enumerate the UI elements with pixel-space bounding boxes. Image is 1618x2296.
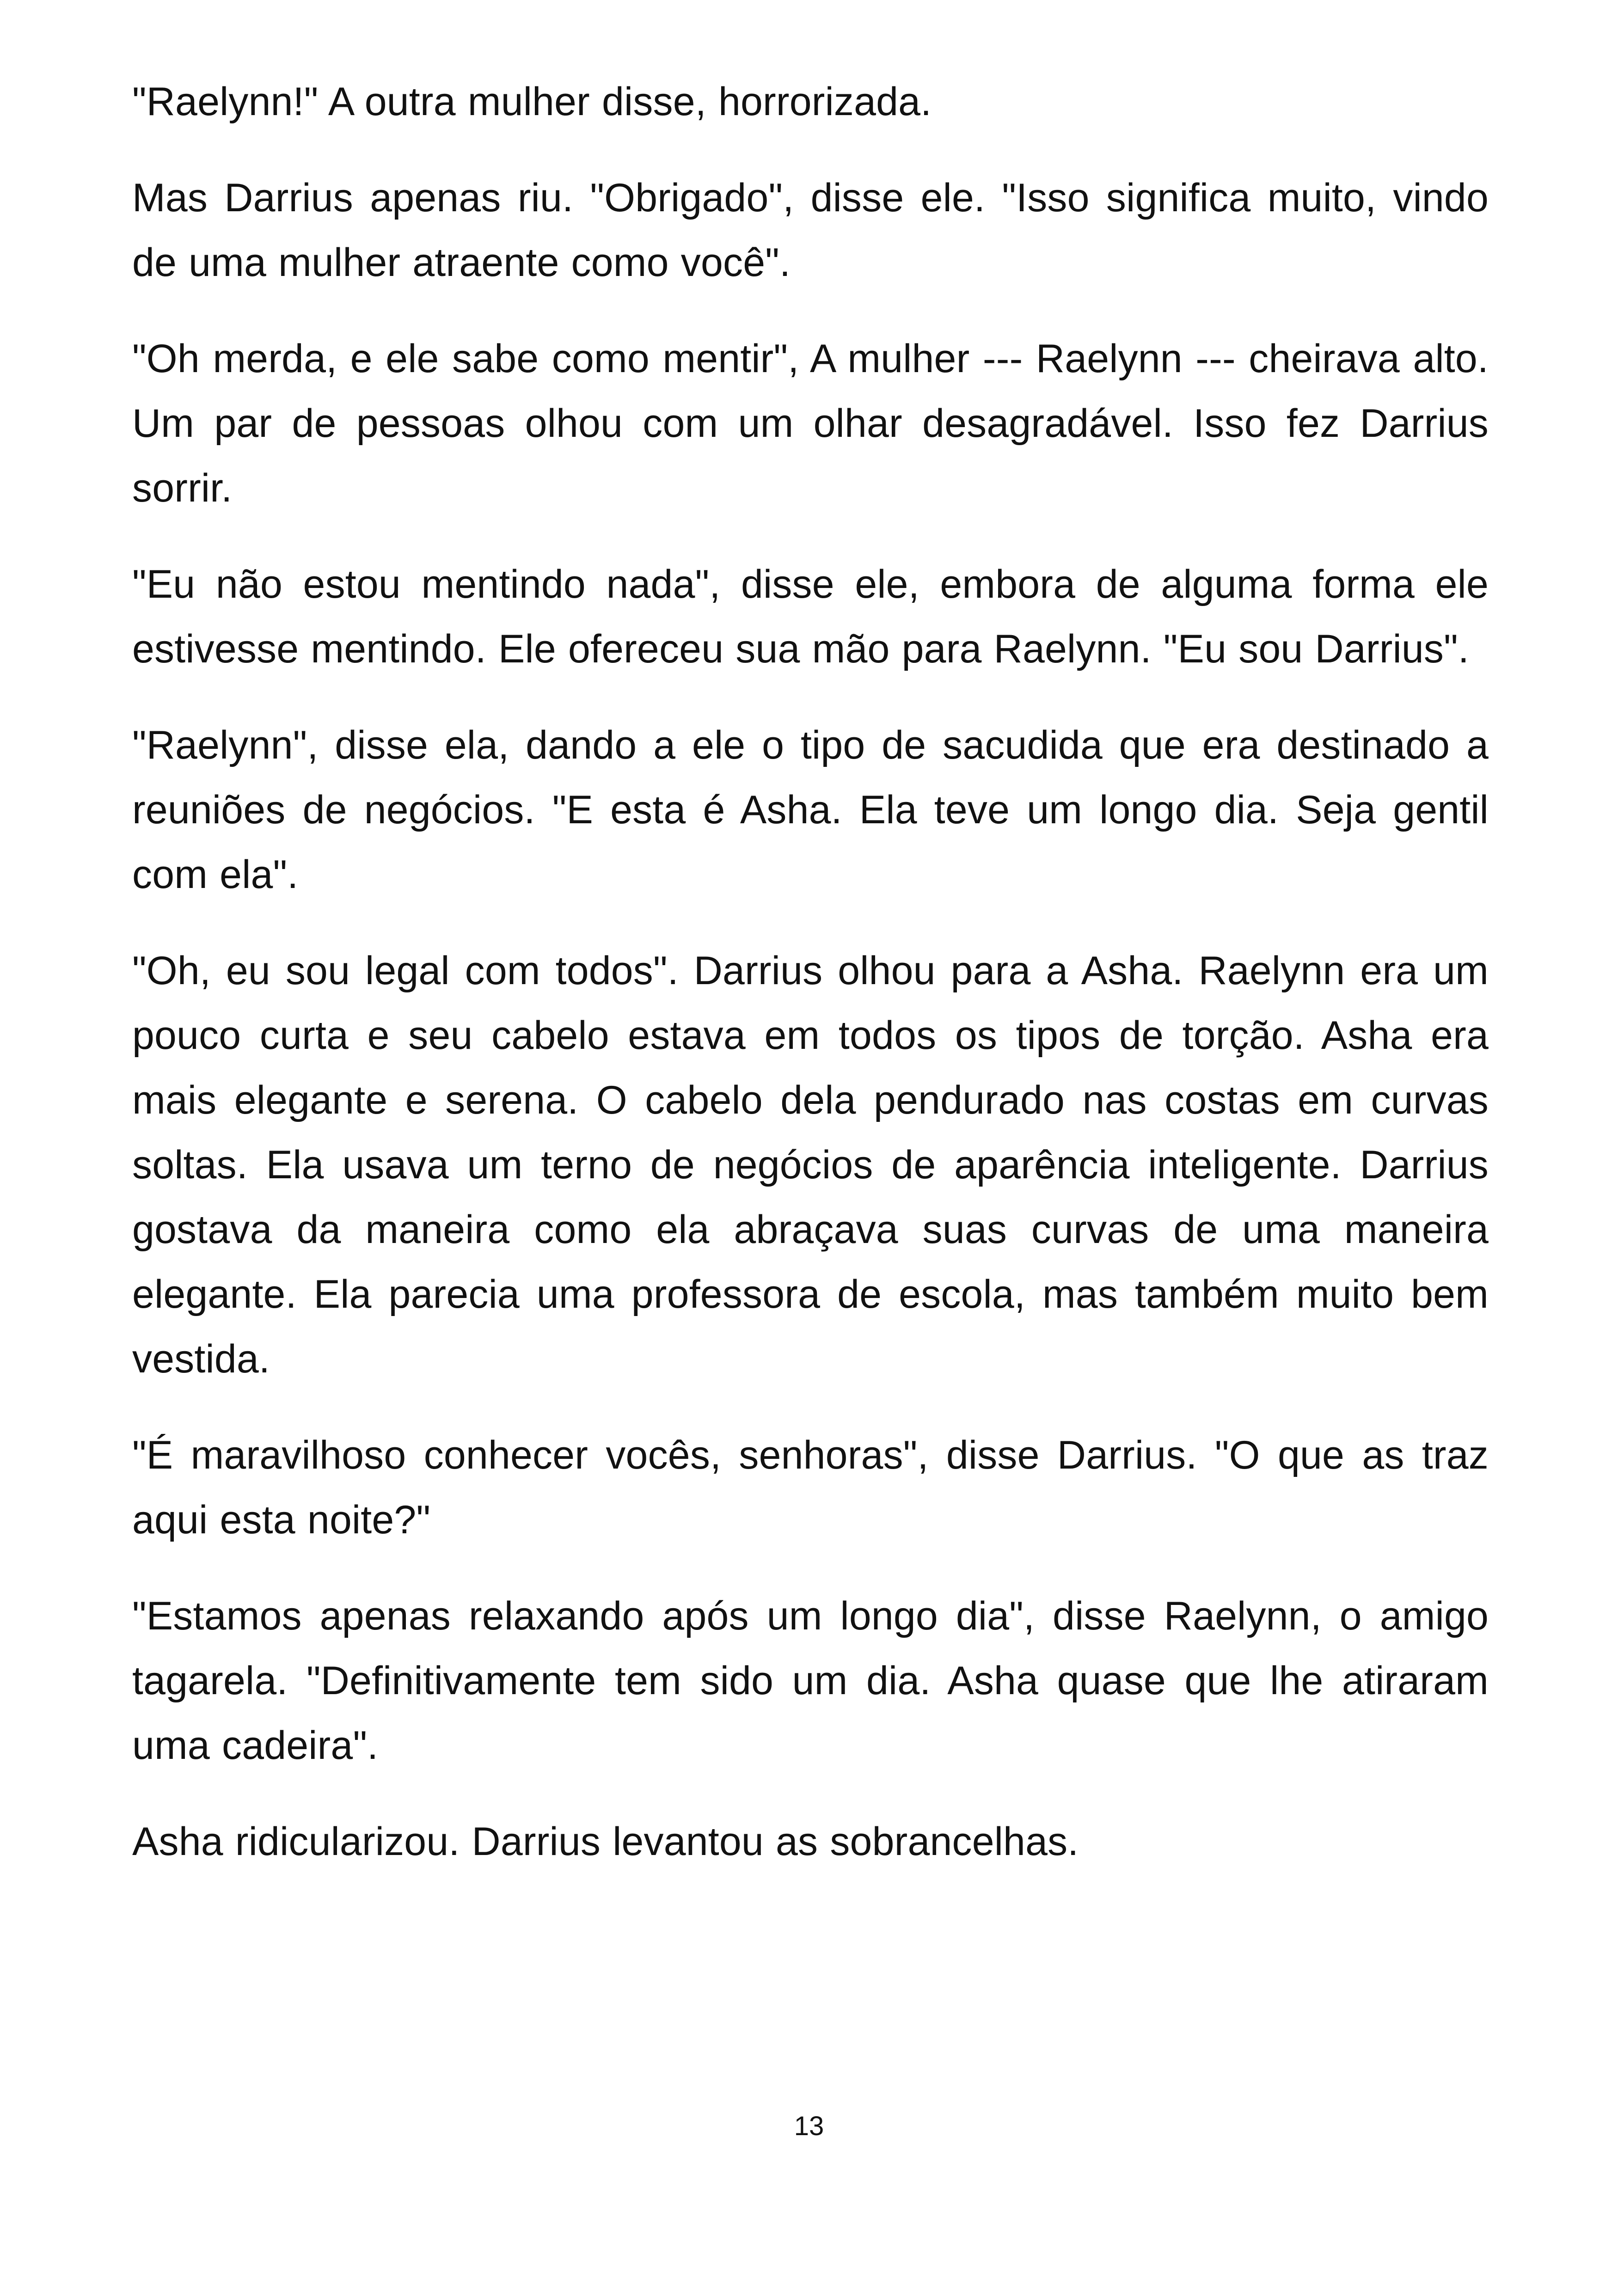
paragraph: "Raelynn", disse ela, dando a ele o tipo de sacudida que era destinado a reuniões de negócios. "E esta é Asha. Ela teve um longo dia. Seja gentil com ela".	[132, 723, 1489, 897]
paragraph: "É maravilhoso conhecer vocês, senhoras", disse Darrius. "O que as traz aqui esta noite?"	[132, 1433, 1489, 1542]
paragraph: "Eu não estou mentindo nada", disse ele, embora de alguma forma ele estivesse mentindo. Ele ofereceu sua mão para Raelynn. "Eu sou Darrius".	[132, 562, 1489, 671]
paragraph: "Estamos apenas relaxando após um longo dia", disse Raelynn, o amigo tagarela. "Definitivamente tem sido um dia. Asha quase que lhe atiraram uma cadeira".	[132, 1594, 1489, 1768]
paragraph: "Oh, eu sou legal com todos". Darrius olhou para a Asha. Raelynn era um pouco curta e seu cabelo estava em todos os tipos de torção. Asha era mais elegante e serena. O cabelo dela pendurado nas costas em curvas soltas. Ela usava um terno de negócios de aparência inteligente. Darrius gostava da maneira como ela abraçava suas curvas de uma maneira elegante. Ela parecia uma professora de escola, mas também muito bem vestida.	[132, 949, 1489, 1381]
paragraph: "Oh merda, e ele sabe como mentir", A mulher --- Raelynn --- cheirava alto. Um par de pessoas olhou com um olhar desagradável. Isso fez Darrius sorrir.	[132, 337, 1489, 510]
paragraph: "Raelynn!" A outra mulher disse, horrorizada.	[132, 80, 932, 124]
page-number: 13	[794, 2111, 824, 2141]
body-text	[132, 69, 1489, 1905]
paragraph: Mas Darrius apenas riu. "Obrigado", disse ele. "Isso significa muito, vindo de uma mulher atraente como você".	[132, 176, 1489, 285]
paragraph: Asha ridicularizou. Darrius levantou as sobrancelhas.	[132, 1819, 1079, 1864]
